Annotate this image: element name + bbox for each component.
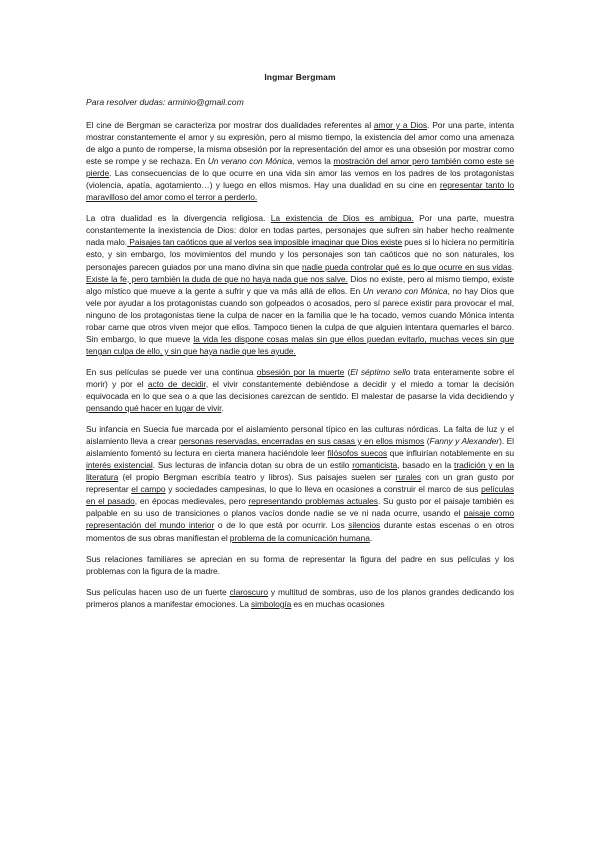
text-run: . (369, 532, 373, 543)
text-run: ( (424, 436, 430, 447)
text-run: Dios no existe, pero al mismo tiempo, existe algo místico que mueve a la gente a sufrir y que va más allá de ellos. En (86, 273, 515, 296)
text-run: pues si lo hiciera no permitiría esto, y sin embargo, los movimientos del mundo y los personajes son tan caóticos que no son naturales, los personajes parecen guiados por una mano divina sin que (86, 237, 515, 272)
underlined-phrase: personas reservadas, encerradas en sus casas y en ellos mismos (178, 436, 425, 447)
text-run: que influirían notablemente en su (387, 448, 515, 459)
underlined-phrase: películas en el pasado (86, 484, 514, 507)
underlined-phrase: el campo (131, 484, 166, 495)
document-body (86, 119, 514, 610)
text-run: . (221, 403, 224, 414)
text-run: ). El aislamiento fomentó su lectura en cierta manera haciéndole leer (86, 436, 515, 459)
text-run: con un gran gusto por representar (86, 472, 514, 495)
underlined-phrase: Existe la fe, pero también la duda de que no haya nada que nos salve. (86, 273, 348, 284)
underlined-phrase: problema de la comunicación humana (229, 532, 370, 543)
underlined-phrase: tradición y en la literatura (86, 460, 514, 483)
text-run: . Sus lecturas de infancia dotan su obra de un estilo (152, 460, 353, 471)
paragraph (86, 553, 514, 577)
paragraph (86, 119, 514, 203)
text-run: ( (344, 366, 351, 377)
underlined-phrase: claroscuro (229, 586, 268, 597)
text-run: , el vivir constantemente debiéndose a decidir y el miedo a tomar la decisión equivocada en lo que sea o a que las decisiones carezcan de sentido. El malestar de pasarse la vida decidiendo y (86, 378, 514, 401)
text-run: La otra dualidad es la divergencia religiosa. (86, 213, 271, 224)
underlined-phrase: romanticista (352, 460, 398, 471)
contact-line: Para resolver dudas: arminio@gmail.com (86, 97, 244, 107)
underlined-phrase: rurales (395, 472, 422, 483)
underlined-phrase: Paisajes tan caóticos que al verlos sea imposible imaginar que Dios existe (127, 237, 403, 248)
document-title: Ingmar Bergmam (264, 72, 336, 82)
text-run: o de lo que está por ocurrir. Los (214, 520, 349, 531)
text-run: , no hay Dios que vele por ayudar a los protagonistas cuando son golpeados o acosados, pero sí parece existir para provocar el mal, ninguno de los protagonistas tiene la culpa de nacer en la familia que le ha tocado, vemos cuando Mónica intenta robar carne que otros viven mejor que ellos. Tampoco tienen la culpa de que alguien intentara quemarles el barco. Sin embargo, lo que mueve (86, 285, 514, 344)
underlined-phrase: la vida les dispone cosas malas sin que ellos puedan evitarlo, muchas veces sin que tengan culpa de ello, y sin que haya nadie que les ayude. (86, 333, 515, 356)
text-run: , basado en la (397, 460, 455, 471)
underlined-phrase: acto de decidir (147, 378, 206, 389)
text-run: . Su gusto por el paisaje también es palpable en su uso de transiciones o planos vacíos donde nadie se ve ni nada ocurre, usando el (86, 496, 514, 519)
underlined-phrase: mostración del amor pero también como este se pierde (86, 156, 514, 179)
underlined-phrase: silencios (348, 520, 381, 531)
underlined-phrase: representando problemas actuales (248, 496, 378, 507)
paragraph (86, 423, 514, 543)
text-run: . (511, 261, 515, 272)
text-run: (el propio Bergman escribía teatro y libros). Sus paisajes suelen ser (118, 472, 396, 483)
paragraph (86, 586, 514, 610)
underlined-phrase: simbología (251, 598, 292, 609)
italic-title: Un verano con Mónica (362, 285, 448, 296)
text-run: Sus relaciones familiares se aprecian en su forma de representar la figura del padre en sus películas y los problemas con la figura de la madre. (86, 553, 514, 576)
text-run: El cine de Bergman se caracteriza por mostrar dos dualidades referentes al (86, 120, 374, 130)
text-run: , vemos la (292, 156, 334, 167)
text-run: Por una parte, muestra constantemente la inexistencia de Dios: dolor en todas partes, personajes que sufren sin haber hecho realmente nada malo. (86, 213, 514, 248)
underlined-phrase: obsesión por la muerte (256, 366, 345, 377)
underlined-phrase: amor y a Dios (373, 120, 428, 130)
paragraph (86, 212, 514, 357)
text-run: trata enteramente sobre el morir) y por el (86, 366, 514, 389)
text-run: , en épocas medievales, pero (134, 496, 249, 507)
text-run: Su infancia en Suecia fue marcada por el aislamiento personal típico en las culturas nórdicas. La falta de luz y el aislamiento lleva a crear (86, 424, 514, 447)
underlined-phrase: pensando qué hacer en lugar de vivir (86, 403, 222, 414)
italic-title: Fanny y Alexander (429, 436, 500, 447)
text-run: y multitud de sombras, uso de los planos grandes dedicando los primeros planos a manifestar emociones. La (86, 586, 514, 609)
underlined-phrase: La existencia de Dios es ambigua. (270, 213, 414, 224)
text-run: En sus películas se puede ver una continua (86, 366, 257, 377)
text-run: Sus películas hacen uso de un fuerte (86, 586, 230, 597)
text-run: . Por una parte, intenta mostrar constantemente el amor y su expresión, pero al mismo tiempo, la existencia del amor como una amenaza de algo a punto de romperse, la misma obsesión por la representación del amor es una obsesión por mostrar como este se rompe y se rechaza. En (86, 120, 515, 167)
underlined-phrase: nadie pueda controlar qué es lo que ocurre en sus vidas (302, 261, 512, 272)
underlined-phrase: interés existencial (86, 460, 153, 471)
text-run: y sociedades campesinas, lo que lo lleva en ocasiones a construir el marco de sus (165, 484, 482, 495)
italic-title: El séptimo sello (350, 366, 411, 377)
text-run: es en muchas ocasiones (291, 598, 385, 609)
text-run: durante estas escenas o en otros momentos de sus obras manifiestan el (86, 520, 514, 543)
underlined-phrase: representar tanto lo maravilloso del amor como el terror a perderlo. (86, 180, 514, 203)
italic-title: Un verano con Mónica (207, 156, 293, 167)
underlined-phrase: filósofos suecos (327, 448, 388, 459)
text-run: . Las consecuencias de lo que ocurre en una vida sin amor las vemos en los padres de los protagonistas (violencia, apatía, agotamiento…) y luego en ellos mismos. Hay una dualidad en su cine en (86, 168, 514, 191)
paragraph (86, 366, 514, 414)
underlined-phrase: paisaje como representación del mundo interior (86, 508, 514, 531)
